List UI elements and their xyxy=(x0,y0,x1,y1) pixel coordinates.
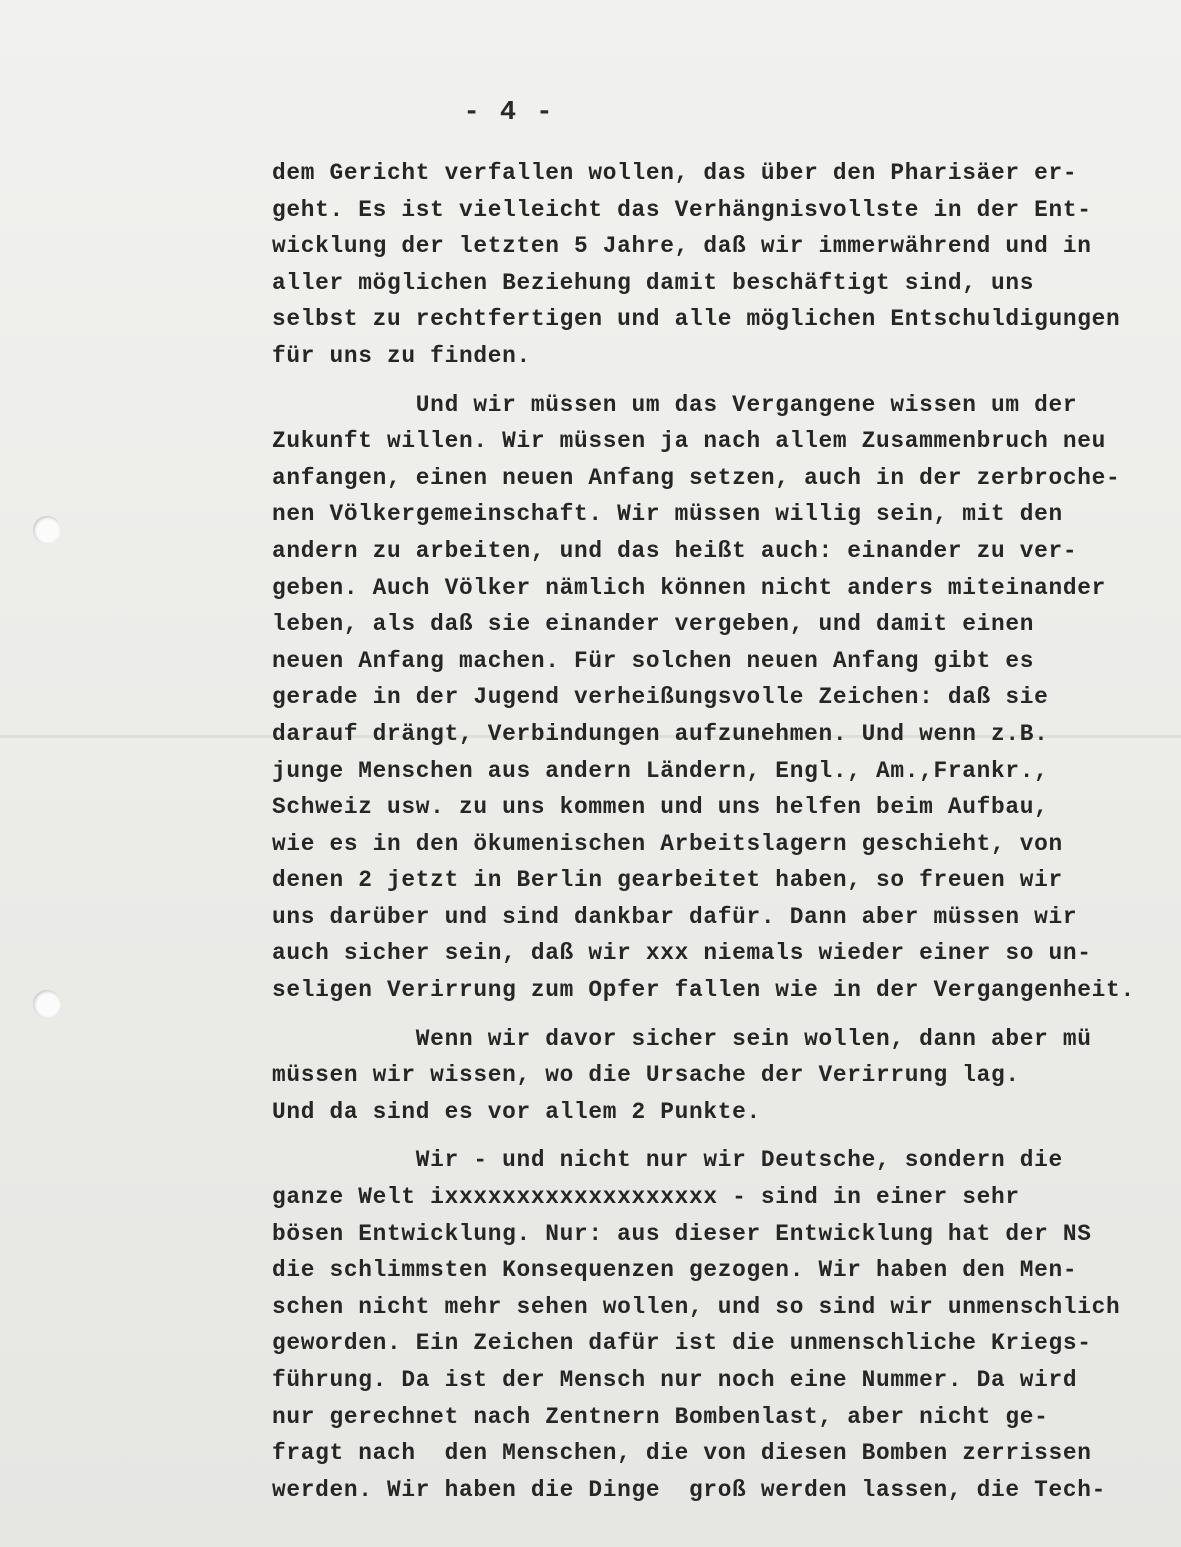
text-line: darauf drängt, Verbindungen aufzunehmen. Und wenn z.B. xyxy=(272,720,1049,747)
text-line: wie es in den ökumenischen Arbeitslagern geschieht, von xyxy=(272,830,1063,857)
text-line: aller möglichen Beziehung damit beschäftigt sind, uns xyxy=(272,269,1035,296)
text-line: auch sicher sein, daß wir xxx niemals wieder einer so un- xyxy=(272,940,1092,967)
text-line: Wenn wir davor sicher sein wollen, dann aber mü xyxy=(272,1025,1092,1052)
text-line: Wir - und nicht nur wir Deutsche, sondern die xyxy=(272,1147,1063,1174)
text-line: dem Gericht verfallen wollen, das über den Pharisäer er- xyxy=(272,160,1078,186)
text-line: junge Menschen aus andern Ländern, Engl., Am.,Frankr., xyxy=(272,757,1049,784)
text-line: seligen Verirrung zum Opfer fallen wie in der Vergangenheit. xyxy=(272,977,1135,1004)
text-line: fragt nach den Menschen, die von diesen Bomben zerrissen xyxy=(272,1440,1092,1467)
text-line: andern zu arbeiten, und das heißt auch: einander zu ver- xyxy=(272,537,1078,564)
text-line: werden. Wir haben die Dinge groß werden lassen, die Tech- xyxy=(272,1476,1107,1503)
punch-hole-bottom xyxy=(33,990,61,1018)
text-line: nur gerechnet nach Zentnern Bombenlast, aber nicht ge- xyxy=(272,1403,1049,1430)
punch-hole-top xyxy=(33,516,61,544)
text-line: Und da sind es vor allem 2 Punkte. xyxy=(272,1098,761,1125)
text-line: schen nicht mehr sehen wollen, und so sind wir unmenschlich xyxy=(272,1293,1121,1320)
text-line: anfangen, einen neuen Anfang setzen, auch in der zerbroche- xyxy=(272,464,1121,491)
text-line: müssen wir wissen, wo die Ursache der Verirrung lag. xyxy=(272,1062,1020,1089)
text-line: nen Völkergemeinschaft. Wir müssen willig sein, mit den xyxy=(272,501,1063,528)
paragraph xyxy=(272,1021,1172,1131)
text-line: Und wir müssen um das Vergangene wissen um der xyxy=(272,391,1078,418)
paragraph-gap xyxy=(272,1130,1172,1142)
text-line: führung. Da ist der Mensch nur noch eine Nummer. Da wird xyxy=(272,1367,1078,1393)
typed-text-body xyxy=(272,155,1172,1508)
text-line: für uns zu finden. xyxy=(272,342,531,369)
paragraph xyxy=(272,1142,1172,1508)
text-line: ganze Welt ixxxxxxxxxxxxxxxxxxx - sind in einer sehr xyxy=(272,1184,1020,1211)
text-line: leben, als daß sie einander vergeben, und damit einen xyxy=(272,611,1035,638)
text-line: geben. Auch Völker nämlich können nicht anders miteinander xyxy=(272,574,1107,601)
text-line: Schweiz usw. zu uns kommen und uns helfen beim Aufbau, xyxy=(272,794,1049,821)
text-line: selbst zu rechtfertigen und alle möglichen Entschuldigungen xyxy=(272,306,1121,333)
text-line: Zukunft willen. Wir müssen ja nach allem Zusammenbruch neu xyxy=(272,428,1107,455)
paragraph xyxy=(272,155,1172,375)
text-line: neuen Anfang machen. Für solchen neuen Anfang gibt es xyxy=(272,647,1035,674)
text-line: wicklung der letzten 5 Jahre, daß wir immerwährend und in xyxy=(272,233,1092,260)
text-line: denen 2 jetzt in Berlin gearbeitet haben, so freuen wir xyxy=(272,867,1063,894)
text-line: geworden. Ein Zeichen dafür ist die unmenschliche Kriegs- xyxy=(272,1330,1092,1357)
paragraph-gap xyxy=(272,1009,1172,1021)
text-line: geht. Es ist vielleicht das Verhängnisvollste in der Ent- xyxy=(272,196,1092,223)
text-line: gerade in der Jugend verheißungsvolle Zeichen: daß sie xyxy=(272,684,1049,711)
paragraph xyxy=(272,387,1172,1009)
text-line: bösen Entwicklung. Nur: aus dieser Entwicklung hat der NS xyxy=(272,1220,1092,1247)
page-number: - 4 - xyxy=(463,98,555,128)
text-line: die schlimmsten Konsequenzen gezogen. Wir haben den Men- xyxy=(272,1257,1078,1284)
text-line: uns darüber und sind dankbar dafür. Dann aber müssen wir xyxy=(272,903,1078,930)
paragraph-gap xyxy=(272,375,1172,387)
